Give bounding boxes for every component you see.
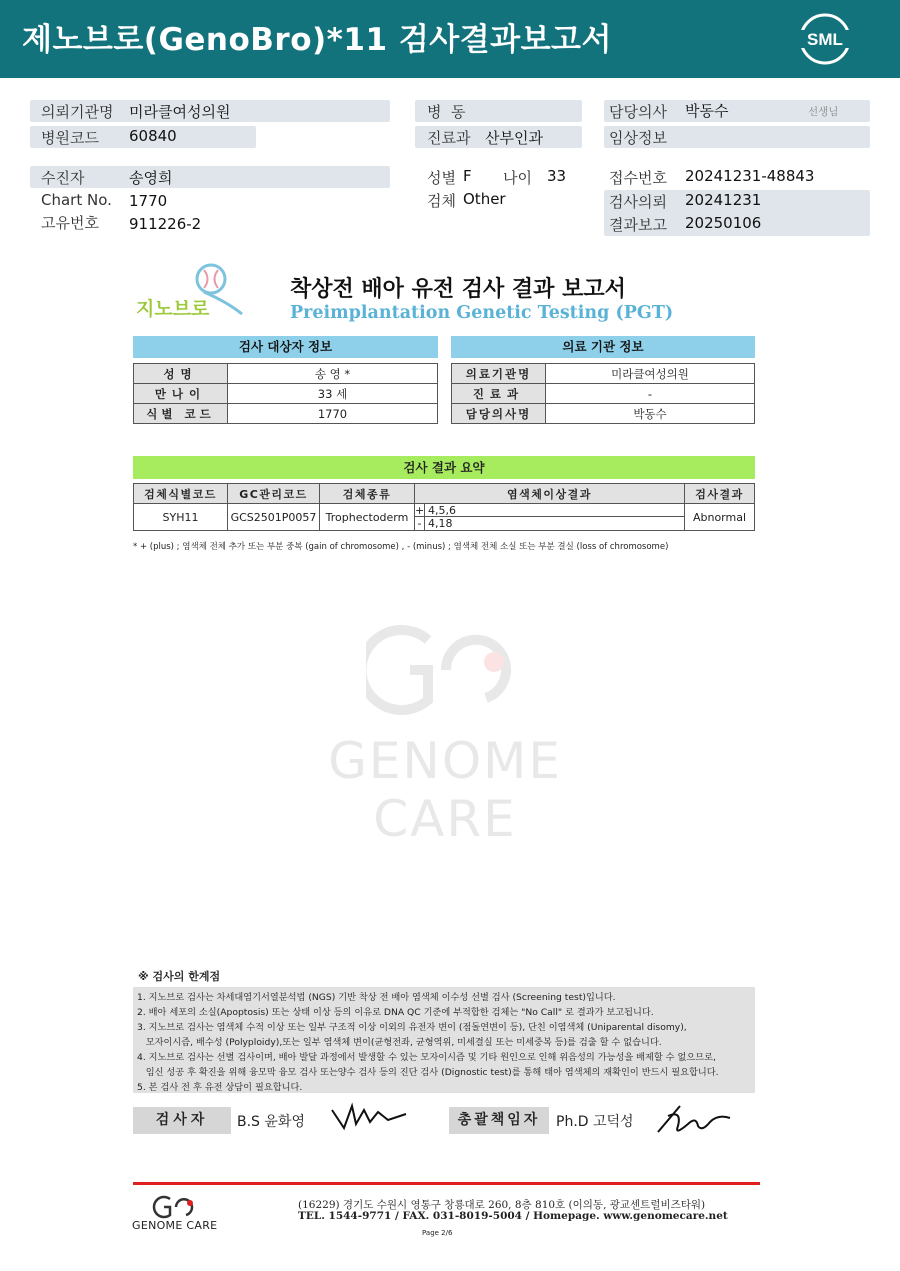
genome-care-logo-icon	[150, 1193, 200, 1219]
specimen-label: 검체	[427, 192, 456, 210]
limitation-line: 임신 성공 후 확진을 위해 융모막 융모 검사 또는양수 검사 등의 진단 검사 (Dignostic test)를 통해 태아 염색체의 재확인이 반드시 필요합니다.	[137, 1067, 719, 1078]
limitations-box	[133, 987, 755, 1093]
inst-dept-value: -	[546, 384, 755, 404]
limitation-line: 3. 지노브로 검사는 염색체 수적 이상 또는 일부 구조적 이상 이외의 유전자 변이 (점돌연변이 등), 단친 이염색체 (Uniparental disomy),	[137, 1022, 687, 1033]
patient-label: 수진자	[41, 169, 85, 187]
limitation-line: 4. 지노브로 검사는 선별 검사이며, 배아 발달 과정에서 발생할 수 있는 모자이시즘 및 기타 원인으로 인해 위음성의 가능성을 배제할 수 없으므로,	[137, 1052, 716, 1063]
inst-name-value: 미라클여성의원	[546, 364, 755, 384]
request-date-value: 20241231	[685, 191, 762, 209]
watermark-text: GENOME CARE	[328, 732, 562, 848]
col-sample-id: 검체식별코드	[134, 484, 228, 504]
tester-signature-icon	[330, 1102, 410, 1132]
tester-name: B.S 윤화영	[237, 1114, 305, 1130]
table-header-row	[134, 484, 755, 504]
hospital-code-value: 60840	[129, 127, 177, 145]
reception-value: 20241231-48843	[685, 167, 815, 185]
footer-logo-text: GENOME CARE	[132, 1219, 218, 1232]
director-name: Ph.D 고덕성	[556, 1114, 634, 1130]
doctor-label: 담당의사	[609, 103, 667, 121]
patient-name: 송영희	[129, 169, 173, 187]
subject-info-table	[133, 363, 438, 424]
table-row	[134, 364, 438, 384]
specimen-value: Other	[463, 190, 506, 208]
institution-info-table	[451, 363, 755, 424]
sample-id-cell: SYH11	[134, 504, 228, 531]
reception-label: 접수번호	[609, 169, 667, 187]
limitation-line: 2. 배아 세포의 소실(Apoptosis) 또는 상태 이상 등의 이유로 DNA QC 기준에 부적합한 검체는 "No Call" 로 결과가 보고됩니다.	[137, 1007, 654, 1018]
inst-doctor-value: 박동수	[546, 404, 755, 424]
sml-logo-icon	[796, 12, 854, 66]
gain-row	[415, 504, 684, 517]
loss-sign: -	[415, 517, 425, 530]
summary-footnote: * + (plus) ; 염색체 전체 추가 또는 부분 중복 (gain of chromosome) , - (minus) ; 염색체 전체 소실 또는 부분 결실 (loss of chromosome)	[133, 542, 669, 552]
limitation-line: 5. 본 검사 전 후 유전 상담이 필요합니다.	[137, 1082, 303, 1093]
inst-name-label: 의료기관명	[452, 364, 546, 384]
sml-logo-text: SML	[807, 30, 843, 49]
genobro-logo-icon	[132, 262, 244, 322]
table-row	[134, 504, 755, 531]
subject-age-value: 33 세	[228, 384, 438, 404]
table-row	[134, 384, 438, 404]
summary-table	[133, 483, 755, 531]
report-date-value: 20250106	[685, 214, 762, 232]
report-date-label: 결과보고	[609, 216, 667, 234]
footer-address: (16229) 경기도 수원시 영통구 창룡대로 260, 8층 810호 (이의동, 광교센트럴비즈타워)	[298, 1199, 706, 1211]
dept-label: 진료과	[427, 129, 471, 147]
loss-row	[415, 517, 684, 530]
table-row	[452, 384, 755, 404]
inst-doctor-label: 담당의사명	[452, 404, 546, 424]
subject-code-value: 1770	[228, 404, 438, 424]
page-number: Page 2/6	[422, 1229, 453, 1237]
doctor-suffix: 선생님	[808, 106, 839, 118]
limitation-line: 모자이시즘, 배수성 (Polyploidy),또는 일부 염색체 변이(균형전좌, 균형역위, 미세결실 또는 미세중복 등)를 검출 할 수 없습니다.	[137, 1037, 662, 1048]
hospital-code-label: 병원코드	[41, 129, 99, 147]
table-row	[134, 404, 438, 424]
footer-divider	[133, 1182, 760, 1185]
ward-label: 병 동	[427, 103, 466, 121]
header-bar	[0, 0, 900, 78]
subject-info-heading: 검사 대상자 정보	[133, 336, 438, 358]
chart-no-label: Chart No.	[41, 191, 112, 209]
report-title-english: Preimplantation Genetic Testing (PGT)	[290, 303, 674, 323]
dept-value: 산부인과	[485, 129, 543, 147]
subject-code-label: 식별 코드	[134, 404, 228, 424]
subject-name-value: 송 영 *	[228, 364, 438, 384]
limitation-line: 1. 지노브로 검사는 차세대염기서열분석법 (NGS) 기반 착상 전 배아 염색체 이수성 선별 검사 (Screening test)입니다.	[137, 992, 616, 1003]
director-signature-icon	[652, 1102, 732, 1136]
report-title-korean: 착상전 배아 유전 검사 결과 보고서	[290, 277, 626, 302]
test-result-cell: Abnormal	[685, 504, 755, 531]
genobro-logo-text: 지노브로	[136, 298, 210, 320]
tester-label: 검사자	[133, 1107, 231, 1134]
table-row	[452, 404, 755, 424]
report-header-title: 제노브로(GenoBro)*11 검사결과보고서	[22, 22, 612, 58]
col-sample-type: 검체종류	[320, 484, 415, 504]
chart-no-value: 1770	[129, 192, 168, 210]
subject-name-label: 성명	[134, 364, 228, 384]
institution-value: 미라클여성의원	[129, 103, 231, 121]
table-row	[452, 364, 755, 384]
col-test-result: 검사결과	[685, 484, 755, 504]
summary-heading: 검사 결과 요약	[133, 456, 755, 479]
age-label: 나이	[503, 169, 532, 187]
institution-info-heading: 의료 기관 정보	[451, 336, 755, 358]
doctor-value: 박동수	[685, 102, 729, 120]
loss-value: 4,18	[428, 517, 453, 530]
unique-id-value: 911226-2	[129, 215, 202, 233]
clinical-info-label: 임상정보	[609, 129, 667, 147]
inst-dept-label: 진료과	[452, 384, 546, 404]
footer-contact: TEL. 1544-9771 / FAX. 031-8019-5004 / Homepage. www.genomecare.net	[298, 1210, 728, 1222]
institution-label: 의뢰기관명	[41, 103, 114, 121]
sex-value: F	[463, 167, 472, 185]
sample-type-cell: Trophectoderm	[320, 504, 415, 531]
unique-id-label: 고유번호	[41, 214, 99, 232]
gc-code-cell: GCS2501P0057	[228, 504, 320, 531]
col-chromosome-result: 염색체이상결과	[415, 484, 685, 504]
age-value: 33	[547, 167, 567, 185]
director-label: 총괄책임자	[449, 1107, 549, 1134]
gain-value: 4,5,6	[428, 504, 456, 517]
request-date-label: 검사의뢰	[609, 193, 667, 211]
genome-care-watermark-icon	[366, 610, 526, 720]
gain-sign: +	[415, 504, 425, 517]
sex-label: 성별	[427, 169, 456, 187]
subject-age-label: 만나이	[134, 384, 228, 404]
chromosome-result-cell	[415, 504, 685, 531]
limitations-title: ※ 검사의 한계점	[138, 970, 221, 983]
col-gc-code: GC관리코드	[228, 484, 320, 504]
